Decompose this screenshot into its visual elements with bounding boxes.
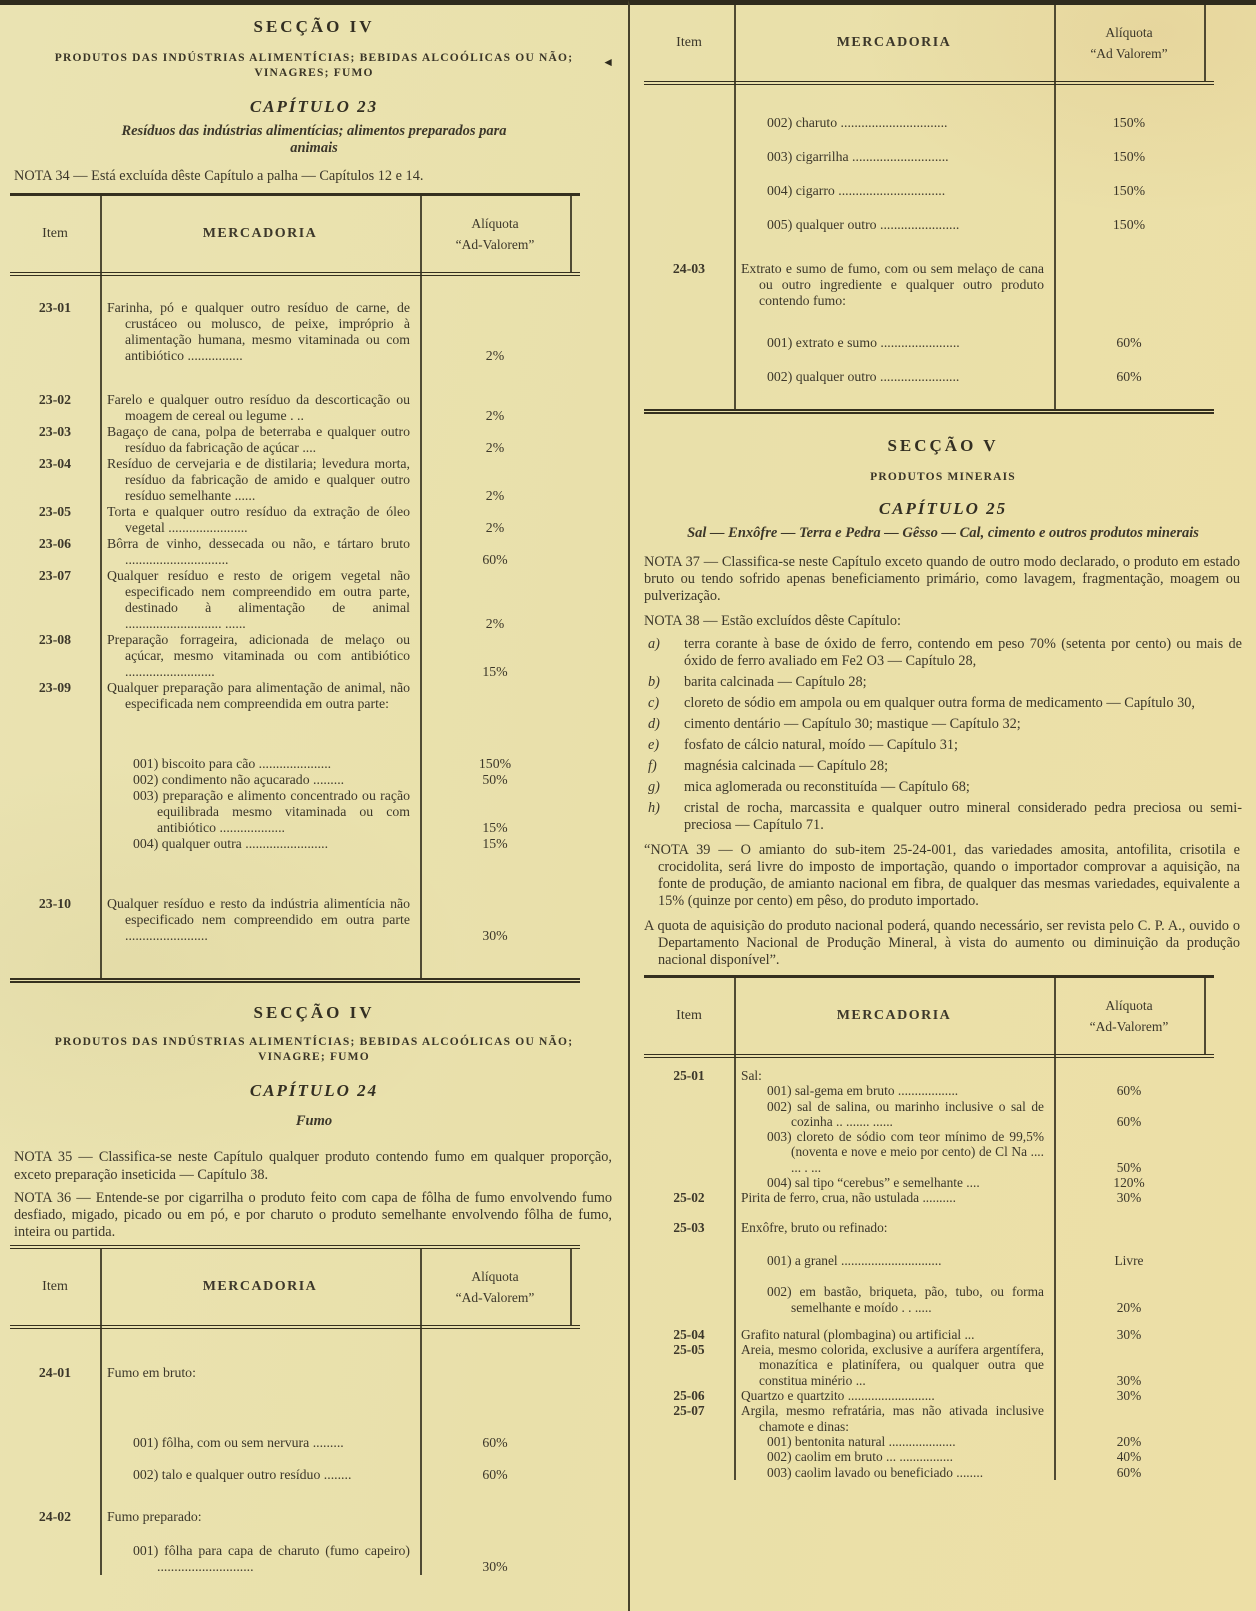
table-row: [644, 1388, 1214, 1403]
exclusion-text: fosfato de cálcio natural, moído — Capítulo 31;: [684, 737, 958, 753]
item-column-header: Item: [676, 1008, 702, 1023]
note-36: NOTA 36 — Entende-se por cigarrilha o produto feito com capa de fôlha de fumo envolvendo fumo desfiado, migado, picado ou em pó, e por charuto o produto semelhante envolvendo fôlha de fumo, inteira ou partida.: [14, 1190, 612, 1240]
section-5-caps-line: PRODUTOS MINERAIS: [870, 471, 1016, 483]
rate-value: 30%: [1116, 1190, 1142, 1206]
mercadoria-column-header: MERCADORIA: [836, 1008, 952, 1023]
chapter-25-exclusion-list: [644, 636, 1244, 834]
merchandise-description: 004) qualquer outra ........................: [133, 836, 329, 851]
table-row: [10, 756, 580, 772]
aliquota-column-header: [1054, 22, 1204, 64]
table-row: [10, 456, 580, 504]
merchandise-description: 002) qualquer outro .......................: [767, 369, 960, 384]
merchandise-description: 003) cigarrilha ............................: [767, 149, 949, 164]
aliquota-column-header: [420, 213, 570, 255]
merchandise-description: 001) sal-gema em bruto ..................: [767, 1083, 959, 1099]
item-code: 23-07: [38, 568, 72, 583]
mercadoria-column-header: MERCADORIA: [836, 35, 952, 50]
table-body: [10, 1365, 580, 1575]
exclusion-item: [644, 758, 1244, 775]
item-code: 24-03: [672, 261, 706, 276]
note-35: NOTA 35 — Classifica-se neste Capítulo qualquer produto contendo fumo em qualquer proporção, exceto preparação inseticida — Capítulo 38.: [14, 1149, 612, 1183]
chapter-23-subtitle: Resíduos das indústrias alimentícias; alimentos preparados para animais: [121, 123, 507, 156]
rate-value: 30%: [482, 1559, 508, 1574]
merchandise-description: Sal:: [741, 1068, 762, 1083]
exclusion-label: f): [648, 758, 657, 774]
item-code: 25-06: [673, 1388, 705, 1404]
table-row: [10, 424, 580, 456]
tariff-table-ch25: [644, 975, 1214, 1480]
tariff-table-ch24-right: [644, 5, 1214, 414]
table-body: [644, 1068, 1214, 1480]
item-code: 23-06: [38, 536, 72, 551]
table-row: [10, 1509, 580, 1525]
table-row: [10, 1467, 580, 1483]
merchandise-description: Bagaço de cana, polpa de beterraba e qualquer outro resíduo da fabricação de açúcar ....: [107, 424, 410, 455]
rate-value: 60%: [1116, 335, 1142, 350]
section-4-caps-line-1: PRODUTOS DAS INDÚSTRIAS ALIMENTÍCIAS; BEBIDAS ALCOÓLICAS OU NÃO;: [54, 52, 574, 64]
merchandise-description: Areia, mesmo colorida, exclusive a aurífera argentífera, monazítica e platinífera, ou qualquer outra que constitua minério ...: [741, 1342, 1044, 1388]
tariff-table-ch24-left: [10, 1245, 580, 1575]
mercadoria-column-header: MERCADORIA: [202, 226, 318, 241]
item-code: 24-02: [38, 1509, 72, 1524]
exclusion-text: terra corante à base de óxido de ferro, contendo em peso 70% (setenta por cento) ou mais de óxido de ferro avaliado em Fe2 O3 — Capítulo 28,: [684, 636, 1242, 669]
chapter-23-title: CAPÍTULO 23: [249, 97, 379, 116]
rate-value: 20%: [1116, 1433, 1142, 1449]
exclusion-item: [644, 800, 1244, 834]
merchandise-description: 003) caolim lavado ou beneficiado ........: [767, 1464, 984, 1480]
exclusion-label: d): [648, 716, 660, 732]
exclusion-item: [644, 674, 1244, 691]
merchandise-description: Grafito natural (plombagina) ou artificial ...: [741, 1326, 975, 1342]
rate-value: 60%: [482, 1435, 508, 1450]
note-38: NOTA 38 — Estão excluídos dêste Capítulo:: [644, 613, 901, 629]
table-row: [644, 149, 1214, 165]
ad-valorem-label: “Ad-Valorem”: [455, 237, 535, 252]
merchandise-description: Qualquer resíduo e resto de origem vegetal não especificado nem compreendido em outra parte, destinado à alimentação de animal ............................ ......: [107, 568, 410, 631]
rate-value: 15%: [482, 820, 508, 835]
item-code: 25-01: [673, 1068, 705, 1083]
exclusion-label: h): [648, 800, 660, 816]
table-row: [644, 1068, 1214, 1083]
note-39-paragraph-1: “NOTA 39 — O amianto do sub-item 25-24-001, das variedades amosita, antofilita, crisotila e crocidolita, será livre do imposto de importação, quando o importador comprovar a aquisição, na fonte de produção, de amianto nacional em fibra, de qualquer das mesmas variedades, equivalente a 15% (quinze por cento) em pêso, do produto importado.: [644, 842, 1240, 909]
merchandise-description: 001) a granel ..............................: [767, 1252, 942, 1268]
item-code: 25-04: [673, 1326, 705, 1342]
item-code: 25-05: [673, 1342, 705, 1358]
merchandise-description: Qualquer resíduo e resto da indústria alimentícia não especificado nem compreendido em outra parte ........................: [107, 896, 410, 943]
item-code: 23-09: [38, 680, 72, 695]
merchandise-description: Argila, mesmo refratária, mas não ativada inclusive chamote e dinas:: [741, 1403, 1044, 1434]
item-column-header: Item: [676, 35, 702, 50]
table-rule-edge: [1204, 978, 1206, 1054]
item-code: 24-01: [38, 1365, 72, 1380]
ad-valorem-label: “Ad-Valorem”: [455, 1290, 535, 1305]
rate-value: 30%: [1116, 1388, 1142, 1404]
rate-value: 2%: [485, 440, 505, 455]
chapter-24-subtitle: Fumo: [295, 1113, 333, 1129]
item-code: 23-03: [38, 424, 72, 439]
merchandise-description: 004) sal tipo “cerebus” e semelhante ....: [767, 1175, 980, 1191]
exclusion-label: c): [648, 695, 660, 711]
merchandise-description: 001) bentonita natural ....................: [767, 1433, 956, 1449]
exclusion-text: cristal de rocha, marcassita e qualquer outro mineral considerado pedra preciosa ou semi-preciosa — Capítulo 71.: [684, 800, 1242, 833]
chapter-24-title: CAPÍTULO 24: [249, 1081, 379, 1100]
table-header: [644, 978, 1214, 1058]
rate-value: 50%: [1116, 1159, 1142, 1175]
aliquota-column-header: [1054, 995, 1204, 1037]
table-row: [644, 1342, 1214, 1388]
item-column-header: Item: [42, 226, 68, 241]
merchandise-description: Enxôfre, bruto ou refinado:: [741, 1219, 888, 1235]
exclusion-label: a): [648, 636, 660, 652]
table-row: [10, 568, 580, 632]
item-code: 25-03: [673, 1219, 705, 1235]
merchandise-description: Extrato e sumo de fumo, com ou sem melaço de cana ou outro ingrediente e qualquer outro produto contendo fumo:: [741, 261, 1044, 308]
table-row: [644, 1253, 1214, 1268]
rate-value: 30%: [1116, 1326, 1142, 1342]
table-row: [644, 115, 1214, 131]
rate-value: 2%: [485, 616, 505, 631]
rate-value: 60%: [1116, 1083, 1142, 1099]
table-row: [10, 536, 580, 568]
section-4-repeat-caps-line-2: VINAGRE; FUMO: [258, 1051, 370, 1063]
exclusion-label: g): [648, 779, 660, 795]
table-row: [10, 1543, 580, 1575]
table-row: [644, 1449, 1214, 1464]
table-row: [10, 680, 580, 712]
note-39-paragraph-2: A quota de aquisição do produto nacional poderá, quando necessário, ser revista pelo C. P. A., ouvido o Departamento Nacional de Produção Mineral, à vista do aumento ou diminuição da produção nacional disponível”.: [644, 918, 1240, 968]
merchandise-description: Bôrra de vinho, dessecada ou não, e tártaro bruto ..............................: [107, 536, 410, 567]
merchandise-description: 002) talo e qualquer outro resíduo ........: [133, 1467, 352, 1482]
table-row: [644, 261, 1214, 309]
table-row: [10, 836, 580, 852]
aliquota-label: Alíquota: [1105, 998, 1153, 1013]
table-row: [10, 300, 580, 364]
rate-value: 20%: [1116, 1299, 1142, 1315]
merchandise-description: 003) cloreto de sódio com teor mínimo de 99,5% (noventa e nove e meio por cento) de Cl Na .... ... . ...: [767, 1129, 1044, 1175]
merchandise-description: Torta e qualquer outro resíduo da extração de óleo vegetal .......................: [107, 504, 410, 535]
exclusion-text: magnésia calcinada — Capítulo 28;: [684, 758, 889, 774]
table-rule-edge: [1204, 5, 1206, 81]
rate-value: 2%: [485, 488, 505, 503]
exclusion-item: [644, 737, 1244, 754]
table-rule-edge: [570, 196, 572, 272]
exclusion-label: b): [648, 674, 660, 690]
merchandise-description: Resíduo de cervejaria e de distilaria; levedura morta, resíduo da fabricação de amido e qualquer outro resíduo semelhante ......: [107, 456, 410, 503]
note-34: NOTA 34 — Está excluída dêste Capítulo a palha — Capítulos 12 e 14.: [14, 168, 424, 184]
section-4-repeat-caps-line-1: PRODUTOS DAS INDÚSTRIAS ALIMENTÍCIAS; BEBIDAS ALCOÓLICAS OU NÃO;: [54, 1036, 574, 1048]
section-4-caps-line-2: VINAGRES; FUMO: [254, 67, 374, 79]
rate-value: 60%: [482, 1467, 508, 1482]
table-row: [10, 1435, 580, 1451]
rate-value: 40%: [1116, 1449, 1142, 1465]
table-row: [644, 1129, 1214, 1175]
merchandise-description: 001) fôlha para capa de charuto (fumo capeiro) ............................: [133, 1543, 410, 1574]
table-row: [644, 1284, 1214, 1315]
table-row: [644, 1403, 1214, 1434]
rate-value: 15%: [482, 664, 508, 679]
rate-value: 60%: [482, 552, 508, 567]
table-row: [10, 896, 580, 944]
merchandise-description: 002) charuto ...............................: [767, 115, 948, 130]
exclusion-text: cimento dentário — Capítulo 30; mastique — Capítulo 32;: [684, 716, 1021, 732]
table-row: [644, 335, 1214, 351]
note-37: NOTA 37 — Classifica-se neste Capítulo exceto quando de outro modo declarado, o produto em estado bruto ou tendo sofrido apenas beneficiamento primário, como lavagem, fragmentação, moagem ou pulverização.: [644, 554, 1240, 604]
rate-value: 150%: [1112, 183, 1146, 198]
item-code: 23-08: [38, 632, 72, 647]
item-code: 23-10: [38, 896, 72, 911]
table-row: [644, 1190, 1214, 1205]
item-code: 23-04: [38, 456, 72, 471]
aliquota-label: Alíquota: [471, 1269, 519, 1284]
item-code: 23-02: [38, 392, 72, 407]
exclusion-item: [644, 636, 1244, 670]
rate-value: 2%: [485, 520, 505, 535]
table-body: [10, 300, 580, 978]
merchandise-description: Pirita de ferro, crua, não ustulada ..........: [741, 1190, 956, 1206]
rate-value: 150%: [478, 756, 512, 771]
table-row: [644, 1220, 1214, 1235]
rate-value: 50%: [482, 772, 508, 787]
table-row: [644, 217, 1214, 233]
table-header: [10, 196, 580, 276]
item-code: 23-01: [38, 300, 72, 315]
item-code: 25-02: [673, 1190, 705, 1206]
table-row: [644, 1175, 1214, 1190]
merchandise-description: 001) biscoito para cão .....................: [133, 756, 332, 771]
right-column: [628, 0, 1256, 1611]
merchandise-description: Fumo preparado:: [107, 1509, 202, 1524]
merchandise-description: 001) fôlha, com ou sem nervura .........: [133, 1435, 344, 1450]
exclusion-text: cloreto de sódio em ampola ou em qualquer outra forma de medicamento — Capítulo 30,: [684, 695, 1195, 711]
merchandise-description: Qualquer preparação para alimentação de animal, não especificada nem compreendida em outra parte:: [107, 680, 410, 711]
exclusion-item: [644, 716, 1244, 733]
exclusion-text: barita calcinada — Capítulo 28;: [684, 674, 867, 690]
rate-value: 150%: [1112, 149, 1146, 164]
ad-valorem-label: “Ad-Valorem”: [1089, 1019, 1169, 1034]
exclusion-label: e): [648, 737, 660, 753]
merchandise-description: Farelo e qualquer outro resíduo da descorticação ou moagem de cereal ou legume . ..: [107, 392, 410, 423]
table-row: [10, 632, 580, 680]
rate-value: 60%: [1116, 1113, 1142, 1129]
table-row: [10, 504, 580, 536]
table-row: [10, 788, 580, 836]
section-4-caps-wrap: [0, 51, 628, 81]
table-row: [644, 1327, 1214, 1342]
merchandise-description: 002) sal de salina, ou marinho inclusive o sal de cozinha .. ....... ......: [767, 1098, 1044, 1129]
aliquota-label: Alíquota: [1105, 25, 1153, 40]
section-5-title: SECÇÃO V: [887, 436, 999, 455]
item-code: 23-05: [38, 504, 72, 519]
aliquota-column-header: [420, 1266, 570, 1308]
item-column-header: Item: [42, 1279, 68, 1294]
exclusion-text: mica aglomerada ou reconstituída — Capítulo 68;: [684, 779, 970, 795]
rate-value: 30%: [1116, 1372, 1142, 1388]
ad-valorem-label: “Ad Valorem”: [1090, 46, 1168, 61]
table-row: [644, 1099, 1214, 1130]
table-body: [644, 115, 1214, 409]
table-row: [10, 392, 580, 424]
item-code: 25-07: [673, 1403, 705, 1419]
mercadoria-column-header: MERCADORIA: [202, 1279, 318, 1294]
tariff-table-ch23: [10, 193, 580, 983]
rate-value: 2%: [485, 348, 505, 363]
merchandise-description: 002) condimento não açucarado .........: [133, 772, 345, 787]
merchandise-description: 005) qualquer outro .......................: [767, 217, 960, 232]
merchandise-description: Preparação forrageira, adicionada de melaço ou açúcar, mesmo vitaminada ou com antibiótico ..........................: [107, 632, 410, 679]
merchandise-description: Quartzo e quartzito ..........................: [741, 1388, 935, 1404]
rate-value: 150%: [1112, 115, 1146, 130]
merchandise-description: 004) cigarro ...............................: [767, 183, 946, 198]
rate-value: 15%: [482, 836, 508, 851]
rate-value: 150%: [1112, 217, 1146, 232]
table-row: [644, 1083, 1214, 1098]
table-row: [644, 1465, 1214, 1480]
merchandise-description: Farinha, pó e qualquer outro resíduo de carne, de crustáceo ou molusco, de peixe, impróprio à alimentação humana, mesmo vitaminada ou com antibiótico ................: [107, 300, 410, 363]
chapter-25-subtitle: Sal — Enxôfre — Terra e Pedra — Gêsso — Cal, cimento e outros produtos minerais: [687, 525, 1199, 541]
exclusion-item: [644, 779, 1244, 796]
table-header: [644, 5, 1214, 85]
table-row: [10, 1365, 580, 1381]
margin-arrow-icon: ◄: [602, 55, 614, 69]
merchandise-description: Fumo em bruto:: [107, 1365, 196, 1380]
merchandise-description: 002) em bastão, briqueta, pão, tubo, ou forma semelhante e moído . . .....: [767, 1284, 1044, 1315]
chapter-25-title: CAPÍTULO 25: [878, 499, 1008, 518]
table-rule-edge: [570, 1249, 572, 1325]
section-4-repeat-title: SECÇÃO IV: [253, 1003, 375, 1022]
rate-value: 30%: [482, 928, 508, 943]
table-row: [644, 369, 1214, 385]
table-header: [10, 1249, 580, 1329]
exclusion-item: [644, 695, 1244, 712]
merchandise-description: 003) preparação e alimento concentrado ou ração equilibrada mesmo vitaminada ou com antibiótico ...................: [133, 788, 410, 835]
rate-value: 2%: [485, 408, 505, 423]
section-4-title: SECÇÃO IV: [253, 17, 375, 36]
rate-value: 60%: [1116, 1464, 1142, 1480]
table-row: [644, 183, 1214, 199]
rate-value: 60%: [1116, 369, 1142, 384]
table-row: [644, 1434, 1214, 1449]
merchandise-description: 001) extrato e sumo .......................: [767, 335, 960, 350]
rate-value: Livre: [1114, 1252, 1144, 1268]
table-row: [10, 772, 580, 788]
rate-value: 120%: [1113, 1175, 1145, 1191]
aliquota-label: Alíquota: [471, 216, 519, 231]
merchandise-description: 002) caolim em bruto ... ................: [767, 1449, 953, 1465]
